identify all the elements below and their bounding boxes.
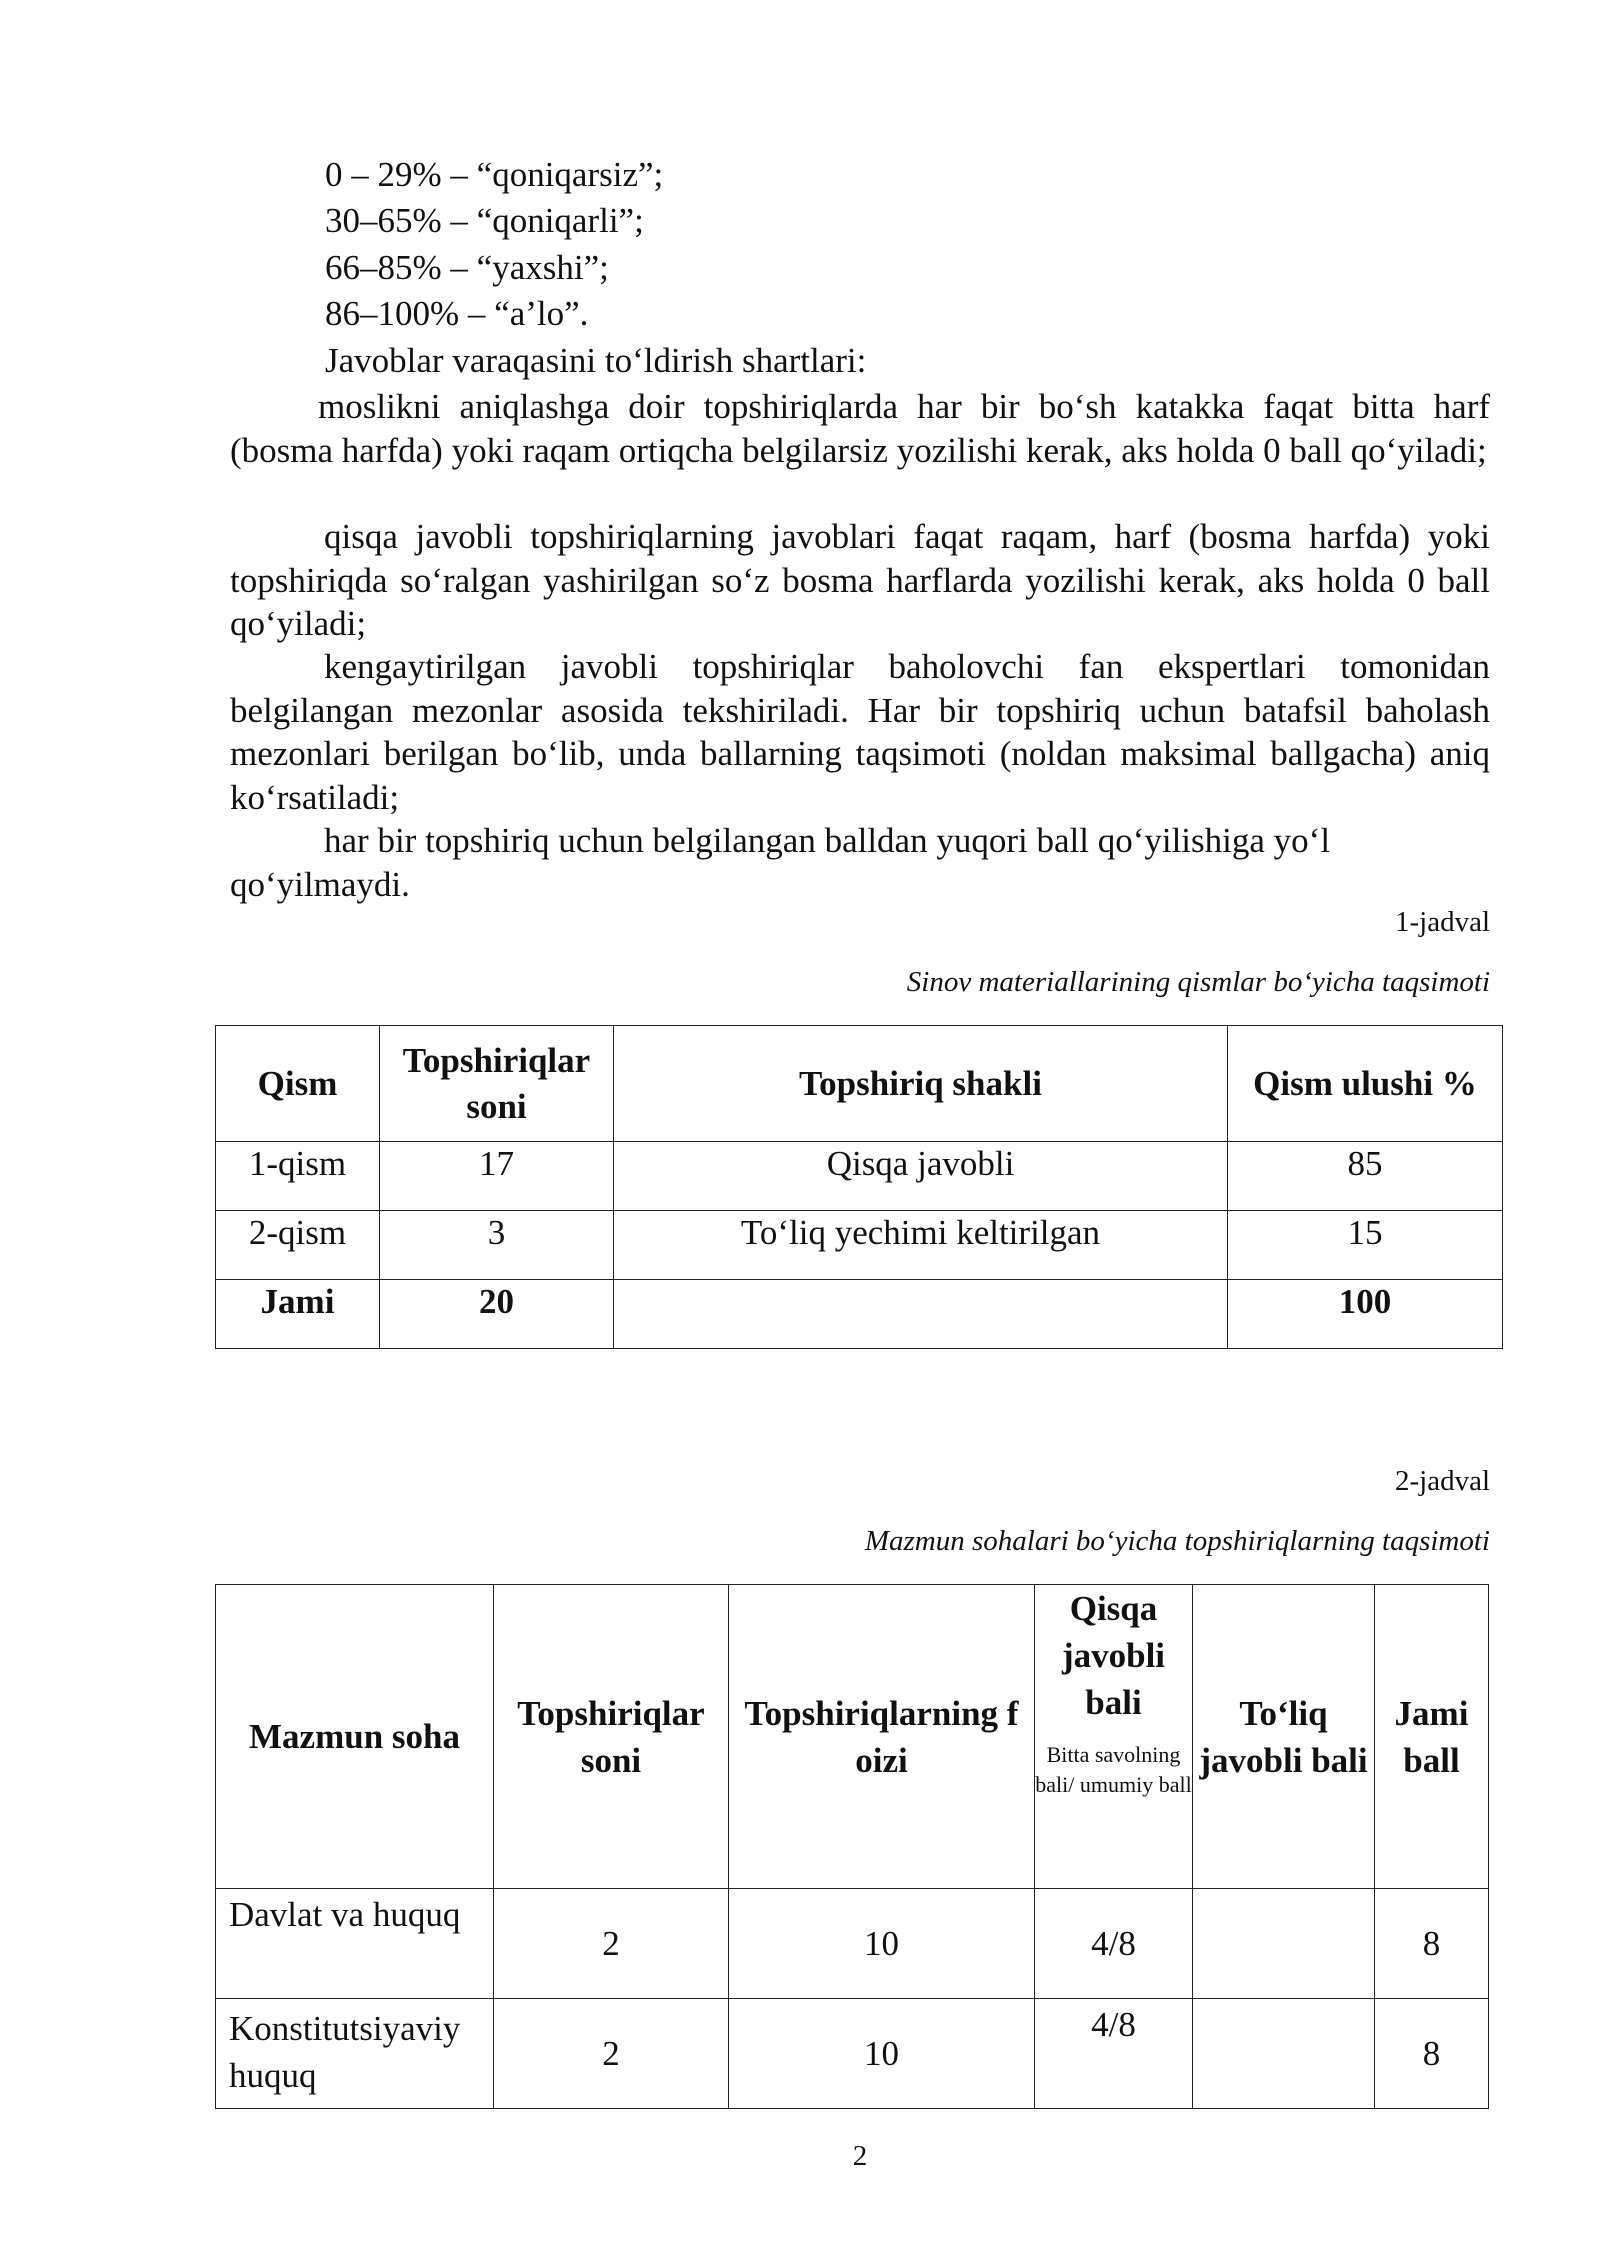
table-cell: Konstitutsiyaviy huquq [216, 1999, 494, 2109]
parts-table [215, 1025, 1503, 1349]
table-cell: 8 [1375, 1889, 1489, 1999]
table-total-row [216, 1280, 1503, 1349]
paragraph: moslikni aniqlashga doir topshiriqlarda har bir bo‘sh katakka faqat bitta harf (bosma harfda) yoki raqam ortiqcha belgilarsiz yozilishi kerak, aks holda 0 ball qo‘yiladi; [230, 387, 1490, 470]
page-number: 2 [852, 2140, 868, 2172]
conditions-heading: Javoblar varaqasini to‘ldirish shartlari: [325, 341, 867, 380]
table-cell: 2-qism [216, 1211, 380, 1280]
paragraph: har bir topshiriq uchun belgilangan balldan yuqori ball qo‘yilishiga yo‘l qo‘yilmaydi. [230, 821, 1331, 904]
header-cell [1035, 1585, 1193, 1889]
table-cell: 8 [1375, 1999, 1489, 2109]
header-cell: Topshiriq shakli [614, 1026, 1228, 1142]
table-header-row [216, 1585, 1489, 1889]
content-areas-table [215, 1584, 1489, 2109]
table-cell: 10 [729, 1999, 1035, 2109]
table-cell: 4/8 [1035, 1889, 1193, 1999]
table-header-row [216, 1026, 1503, 1142]
grade-line: 30–65% – “qoniqarli”; [325, 201, 644, 240]
table-cell: Davlat va huquq [216, 1889, 494, 1999]
header-label: Qisqa javobli bali [1061, 1589, 1166, 1722]
table-cell: 4/8 [1035, 1999, 1193, 2109]
table-cell [1193, 1999, 1375, 2109]
table-cell: 17 [380, 1142, 614, 1211]
table-cell [614, 1280, 1228, 1349]
table-cell: 20 [380, 1280, 614, 1349]
table-cell: 2 [494, 1999, 729, 2109]
table-row [216, 1999, 1489, 2109]
table-row [216, 1889, 1489, 1999]
table-cell: Jami [216, 1280, 380, 1349]
header-subnote: Bitta savolning bali/ umumiy ball [1035, 1742, 1192, 1797]
table-cell: 3 [380, 1211, 614, 1280]
table-row [216, 1142, 1503, 1211]
paragraph: qisqa javobli topshiriqlarning javoblari faqat raqam, harf (bosma harfda) yoki topshiriqda so‘ralgan yashirilgan so‘z bosma harflarda yozilishi kerak, aks holda 0 ball qo‘yiladi; [230, 517, 1490, 643]
header-cell: Topshiriqlar soni [380, 1026, 614, 1142]
grade-line: 86–100% – “a’lo”. [325, 294, 589, 333]
header-cell: Qism ulushi % [1228, 1026, 1503, 1142]
table-cell: 15 [1228, 1211, 1503, 1280]
header-cell: Topshiriqlar soni [494, 1585, 729, 1889]
table-caption: Mazmun sohalari bo‘yicha topshiriqlarning taqsimoti [864, 1525, 1490, 1557]
table-cell: 100 [1228, 1280, 1503, 1349]
paragraph: kengaytirilgan javobli topshiriqlar baholovchi fan ekspertlari tomonidan belgilangan mezonlar asosida tekshiriladi. Har bir topshiriq uchun batafsil baholash mezonlari berilgan bo‘lib, unda ballarning taqsimoti (noldan maksimal ballgacha) aniq ko‘rsatiladi; [230, 647, 1490, 817]
grade-line: 0 – 29% – “qoniqarsiz”; [325, 155, 664, 194]
table-cell [1193, 1889, 1375, 1999]
table-caption: Sinov materiallarining qismlar bo‘yicha taqsimoti [906, 966, 1490, 998]
grade-line: 66–85% – “yaxshi”; [325, 248, 609, 287]
header-cell: Mazmun soha [216, 1585, 494, 1889]
table-row [216, 1211, 1503, 1280]
header-cell: Jami ball [1375, 1585, 1489, 1889]
table-label: 1-jadval [1394, 906, 1490, 938]
table-cell: Qisqa javobli [614, 1142, 1228, 1211]
table-cell: 85 [1228, 1142, 1503, 1211]
table-label: 2-jadval [1394, 1465, 1490, 1497]
header-cell: Topshiriqlarning foizi [729, 1585, 1035, 1889]
table-cell: 1-qism [216, 1142, 380, 1211]
table-cell: 2 [494, 1889, 729, 1999]
table-cell: To‘liq yechimi keltirilgan [614, 1211, 1228, 1280]
header-cell: Qism [216, 1026, 380, 1142]
table-cell: 10 [729, 1889, 1035, 1999]
header-cell: To‘liq javobli bali [1193, 1585, 1375, 1889]
